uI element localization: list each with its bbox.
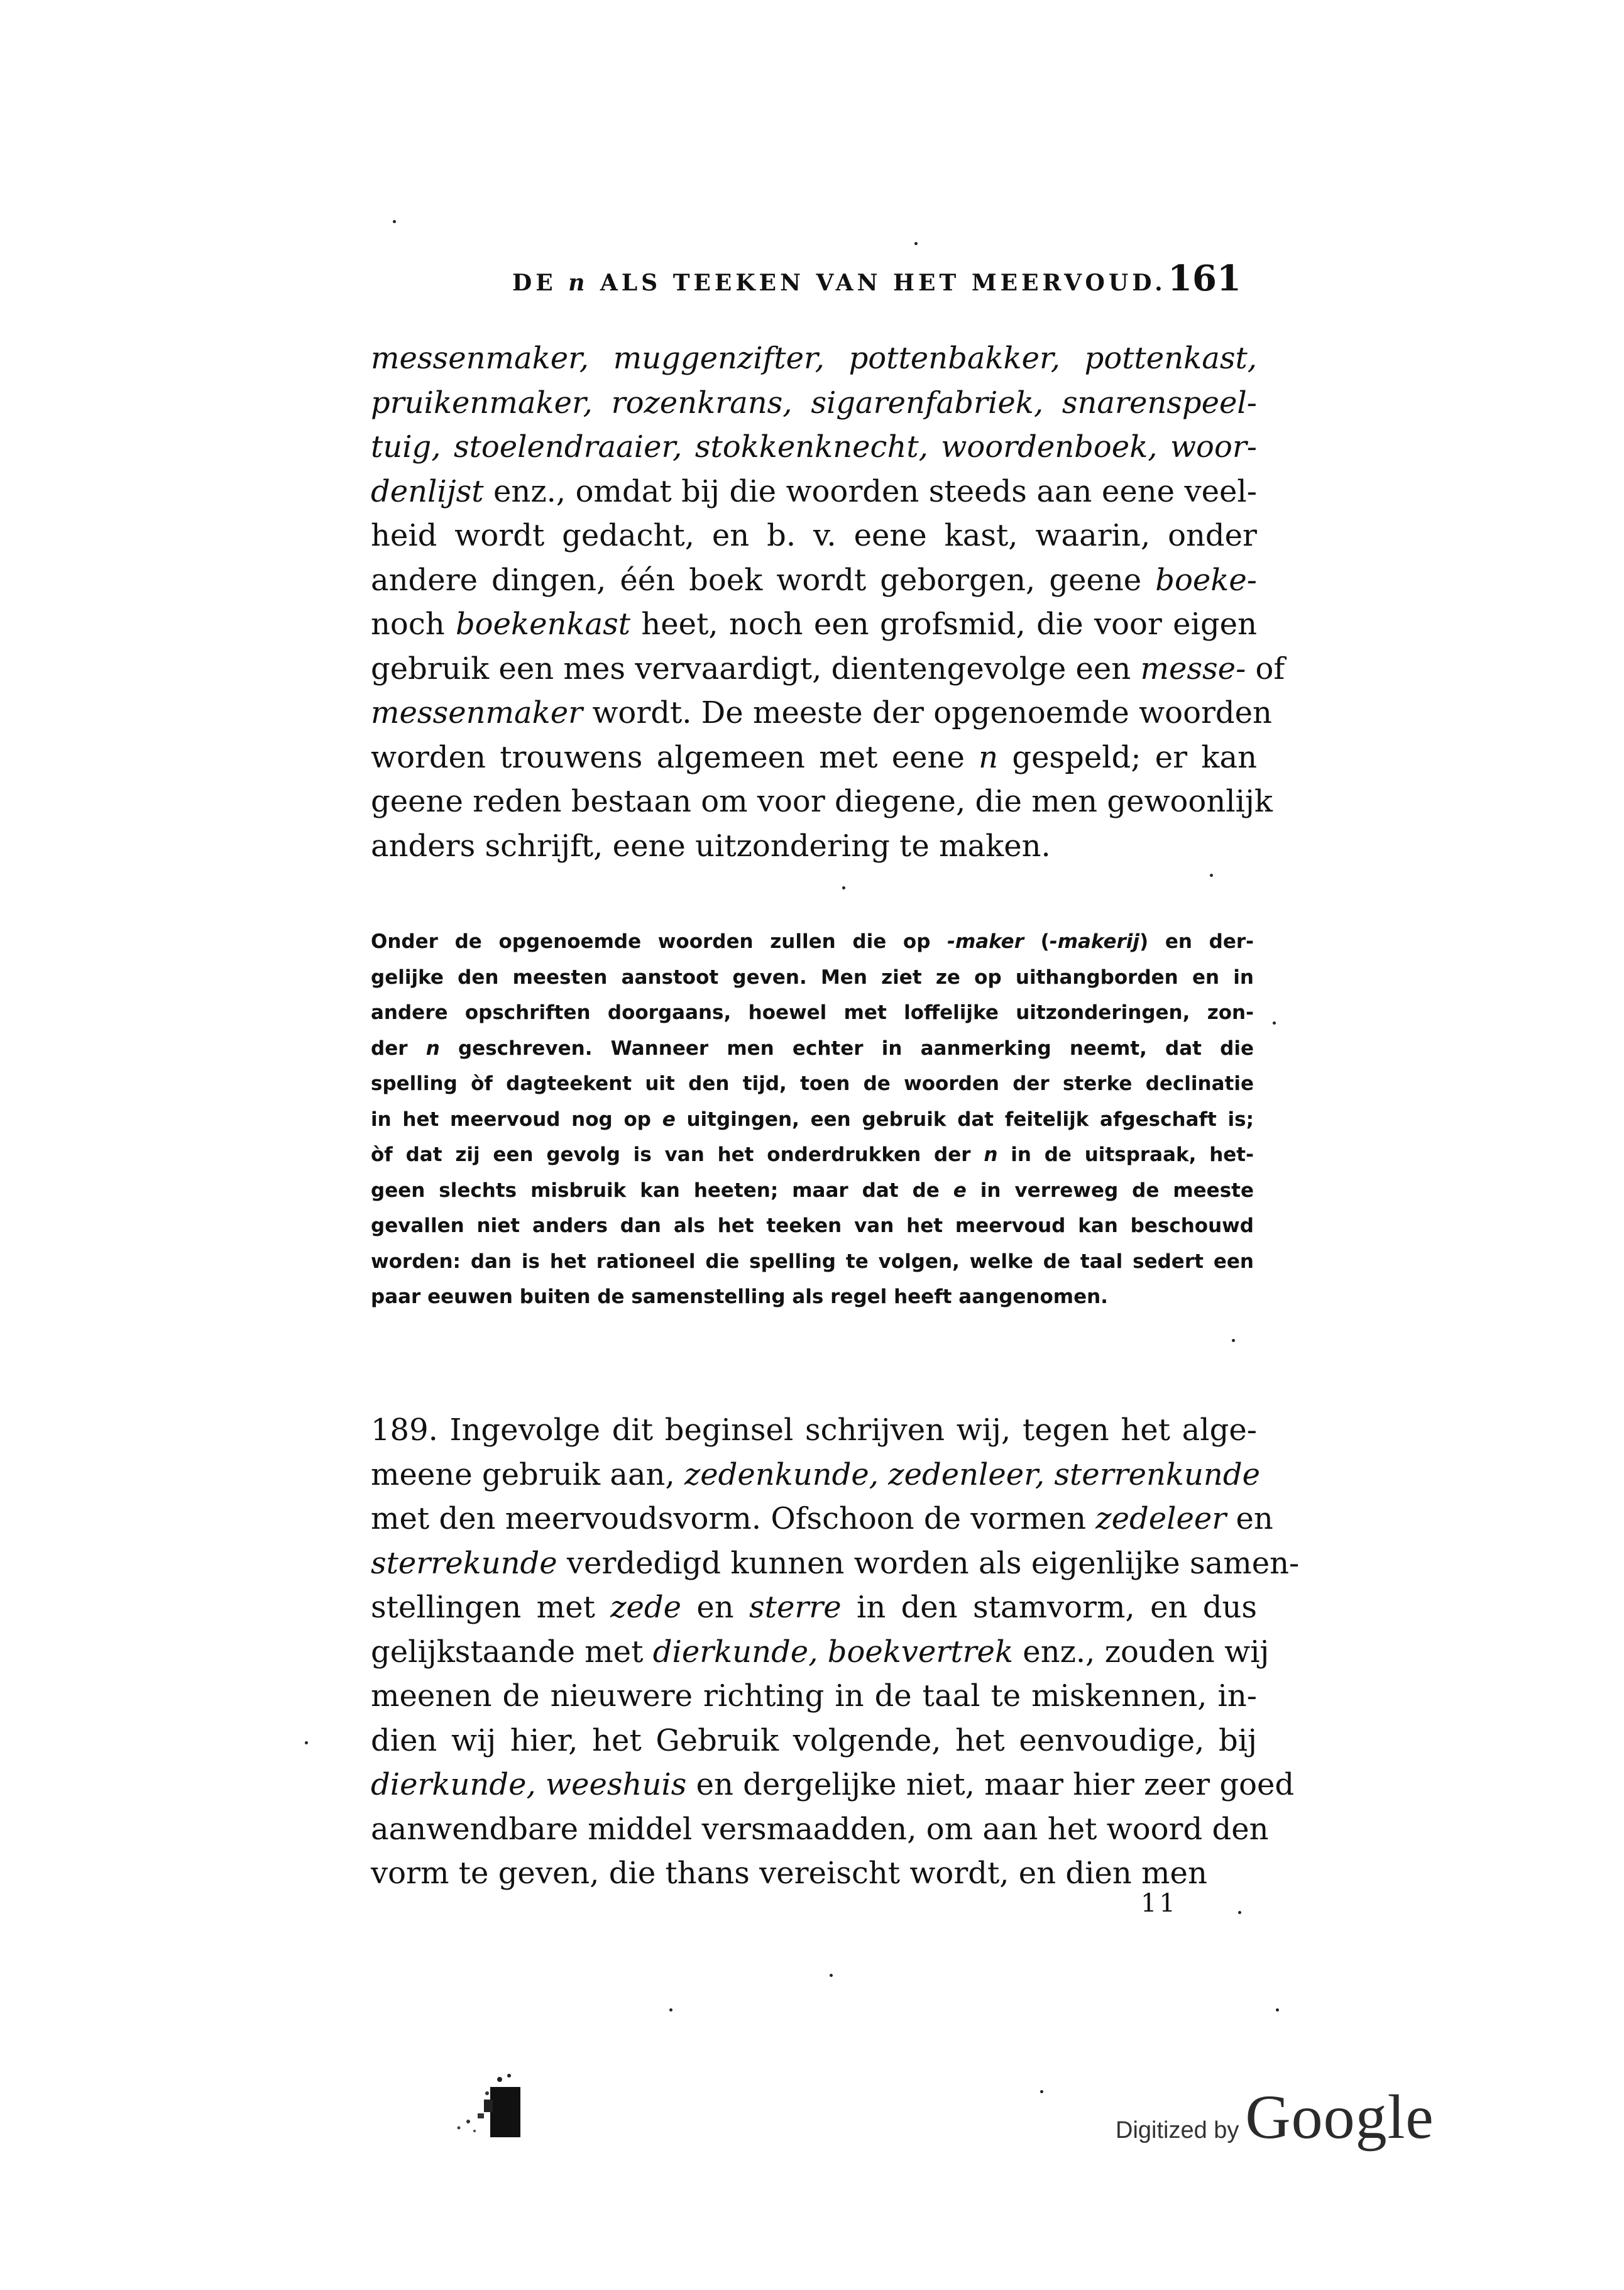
text-run: andere dingen, één boek wordt geborgen, geene (371, 562, 1156, 598)
digitized-by-google-watermark (1116, 2081, 1434, 2153)
text-run: ( (1024, 930, 1050, 953)
text-line (371, 1208, 1254, 1244)
text-run: worden trouwens algemeen met eene (371, 739, 979, 775)
scan-speck (393, 220, 396, 223)
text-run: en (681, 1590, 750, 1625)
text-run: geen slechts misbruik kan heeten; maar dat de (371, 1179, 953, 1202)
italic-run: denlijst (371, 473, 484, 509)
italic-run: tuig, stoelendraaier, stokkenknecht, woordenboek, woor- (371, 429, 1257, 465)
text-run: 189. Ingevolge dit beginsel schrijven wij, tegen het alge- (371, 1412, 1257, 1448)
text-line (371, 735, 1257, 780)
text-line (371, 995, 1254, 1031)
scan-speck (842, 886, 845, 889)
text-run: meenen de nieuwere richting in de taal te miskennen, in- (371, 1678, 1257, 1714)
text-run: geene reden bestaan om voor diegene, die men gewoonlijk (371, 784, 1273, 819)
text-line (371, 558, 1257, 603)
text-run: geschreven. Wanneer men echter in aanmerking neemt, dat die (439, 1037, 1254, 1060)
text-line (371, 1719, 1257, 1763)
text-run: enz., omdat bij die woorden steeds aan eene veel- (483, 473, 1257, 509)
italic-run: e (953, 1179, 967, 1202)
text-run: met den meervoudsvorm. Ofschoon de vormen (371, 1501, 1096, 1536)
paragraph-main-1 (371, 336, 1285, 868)
text-run: in den stamvorm, en dus (841, 1590, 1257, 1625)
running-title: DE n ALS TEEKEN VAN HET MEERVOUD. (512, 270, 1166, 296)
scan-speck (1040, 2090, 1043, 2093)
italic-run: pruikenmaker, rozenkrans, sigarenfabriek, snarenspeel- (371, 385, 1257, 421)
signature-mark: 11 (1141, 1889, 1178, 1918)
text-line (371, 824, 1257, 869)
text-line (371, 1807, 1269, 1852)
page-number: 161 (1168, 258, 1241, 299)
text-run: paar eeuwen buiten de samenstelling als regel heeft aangenomen. (371, 1285, 1108, 1308)
text-run: andere opschriften doorgaans, hoewel met loffelijke uitzonderingen, zon- (371, 1001, 1254, 1024)
text-line (371, 1408, 1257, 1453)
text-run: stellingen met (371, 1590, 611, 1625)
text-run: vorm te geven, die thans vereischt wordt, en dien men (371, 1856, 1207, 1891)
italic-run: n (568, 270, 589, 296)
italic-run: zedeleer (1095, 1501, 1227, 1536)
text-run: en (1226, 1501, 1273, 1536)
text-line (371, 381, 1257, 426)
italic-run: dierkunde, boekvertrek (652, 1634, 1014, 1670)
text-run: ) en der- (1139, 930, 1254, 953)
google-logo: Google (1245, 2082, 1434, 2152)
text-run: anders schrijft, eene uitzondering te maken. (371, 828, 1051, 864)
text-run: worden: dan is het rationeel die spelling te volgen, welke de taal sedert een (371, 1250, 1254, 1273)
text-run: gevallen niet anders dan als het teeken van het meervoud kan beschouwd (371, 1214, 1254, 1237)
text-line (371, 514, 1257, 558)
italic-run: n (425, 1037, 440, 1060)
italic-run: n (984, 1143, 998, 1166)
italic-run: -makerij (1049, 930, 1140, 953)
italic-run: messenmaker, muggenzifter, pottenbakker, pottenkast, (371, 341, 1257, 376)
text-line (371, 779, 1273, 824)
text-line (371, 1244, 1254, 1280)
digitized-by-text: Digitized by (1116, 2117, 1239, 2144)
italic-run: sterre (749, 1590, 842, 1625)
text-run: uitgingen, een gebruik dat feitelijk afgeschaft is; (675, 1108, 1254, 1131)
text-run: meene gebruik aan, (371, 1456, 684, 1492)
text-line (371, 1066, 1254, 1102)
scan-speck (1276, 2008, 1279, 2012)
scan-speck (830, 1974, 833, 1977)
italic-run: zedenkunde, zedenleer, sterrenkunde (684, 1456, 1260, 1492)
paragraph-main-189 (371, 1408, 1300, 1896)
text-line (371, 1102, 1254, 1138)
text-run: heet, noch een grofsmid, die voor eigen (630, 607, 1257, 642)
text-line (371, 1497, 1273, 1541)
scan-speck (1238, 1911, 1241, 1914)
italic-run: boeke- (1155, 562, 1257, 598)
italic-run: sterrekunde (371, 1545, 557, 1581)
text-run: wordt. De meeste der opgenoemde woorden (583, 695, 1272, 730)
running-head (512, 258, 1241, 308)
text-run: in verreweg de meeste (966, 1179, 1254, 1202)
text-run: verdedigd kunnen worden als eigenlijke samen- (557, 1545, 1300, 1581)
paragraph-note (371, 924, 1254, 1315)
italic-run: n (979, 739, 999, 775)
italic-run: zede (610, 1590, 682, 1625)
text-run: in het meervoud nog op (371, 1108, 662, 1131)
italic-run: dierkunde, weeshuis (371, 1767, 687, 1802)
text-run: gespeld; er kan (998, 739, 1258, 775)
italic-run: -maker (947, 930, 1024, 953)
text-run: spelling òf dagteekent uit den tijd, toen de woorden der sterke declinatie (371, 1072, 1254, 1095)
italic-run: e (662, 1108, 676, 1131)
text-run: noch (371, 607, 456, 642)
text-line (371, 691, 1272, 735)
text-line (371, 1453, 1260, 1497)
text-line (371, 470, 1257, 514)
text-line (371, 1585, 1257, 1630)
scan-speck (1210, 874, 1213, 877)
text-run: òf dat zij een gevolg is van het onderdrukken der (371, 1143, 984, 1166)
text-line (371, 336, 1257, 381)
text-run: der (371, 1037, 426, 1060)
scan-speck (914, 242, 918, 245)
text-run: dien wij hier, het Gebruik volgende, het eenvoudige, bij (371, 1722, 1257, 1758)
scan-artifact-icon (440, 2068, 528, 2144)
scan-speck (1232, 1339, 1235, 1342)
text-line (371, 1137, 1254, 1173)
italic-run: messe- (1140, 651, 1246, 686)
text-line (371, 1851, 1257, 1896)
text-line (371, 1630, 1270, 1675)
text-run: in de uitspraak, het- (997, 1143, 1254, 1166)
text-line (371, 1541, 1300, 1586)
text-line (371, 960, 1254, 996)
text-run: gelijke den meesten aanstoot geven. Men ziet ze op uithangborden en in (371, 966, 1254, 989)
text-run: enz., zouden wij (1013, 1634, 1270, 1670)
text-run: of (1246, 651, 1285, 686)
text-line (371, 1674, 1257, 1719)
text-run: Onder de opgenoemde woorden zullen die op (371, 930, 948, 953)
text-line (371, 602, 1257, 647)
italic-run: messenmaker (371, 695, 583, 730)
text-run: gelijkstaande met (371, 1634, 653, 1670)
text-line (371, 1763, 1295, 1807)
scan-speck (1273, 1021, 1276, 1025)
scan-speck (669, 2008, 672, 2012)
text-run: aanwendbare middel versmaadden, om aan het woord den (371, 1811, 1269, 1847)
text-line (371, 647, 1285, 691)
text-line (371, 1031, 1254, 1067)
text-run: heid wordt gedacht, en b. v. eene kast, waarin, onder (371, 518, 1257, 553)
text-run: en dergelijke niet, maar hier zeer goed (686, 1767, 1295, 1802)
text-line (371, 1173, 1254, 1209)
text-line (371, 1279, 1254, 1315)
text-line (371, 425, 1257, 470)
italic-run: boekenkast (455, 607, 631, 642)
text-run: gebruik een mes vervaardigt, dientengevolge een (371, 651, 1141, 686)
scan-speck (305, 1741, 308, 1744)
text-line (371, 924, 1254, 960)
